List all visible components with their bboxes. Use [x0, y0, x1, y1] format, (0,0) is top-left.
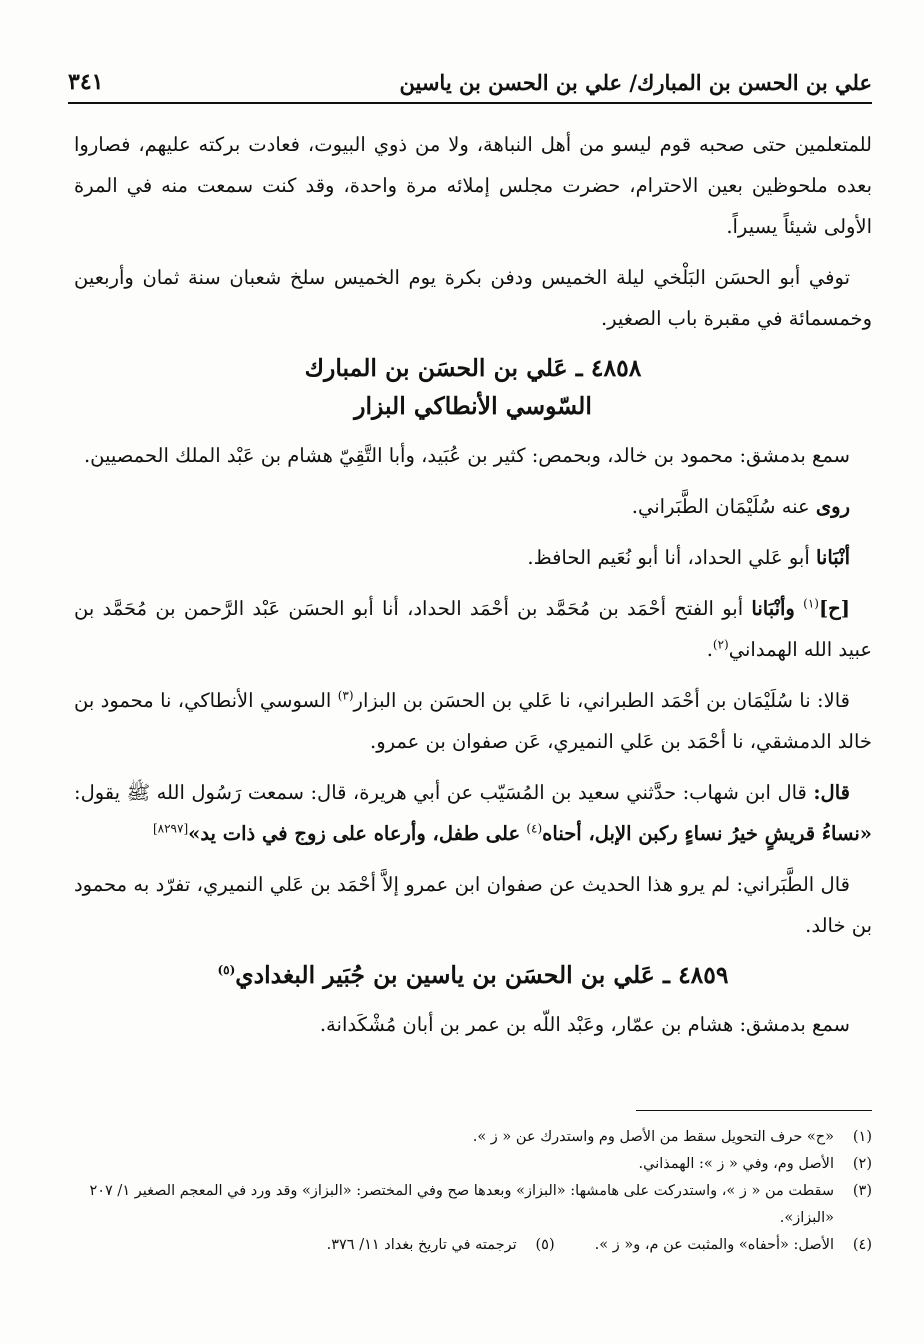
page-body: [74, 124, 872, 1055]
footnote-4: [595, 1232, 872, 1259]
footnote-text: الأصل: «أحفاه» والمثبت عن م، و« ز ».: [594, 1237, 834, 1253]
qal-label: قال:: [813, 781, 850, 804]
hadith-text-a: «نساءُ قريشٍ خيرُ نساءٍ ركبن الإبل، أحناه: [542, 822, 872, 845]
rawa-text: عنه سُلَيْمَان الطَّبَراني.: [631, 495, 810, 518]
ha-label: [ح]: [818, 597, 850, 620]
footnote-text: «ح» حرف التحويل سقط من الأصل وم واستدرك عن « ز ».: [472, 1129, 834, 1145]
page-number: ٣٤١: [68, 69, 104, 95]
entry-heading-4858-line1: ٤٨٥٨ ـ عَلي بن الحسَن بن المبارك: [304, 354, 642, 382]
paragraph-2: توفي أبو الحسَن البَلْخي ليلة الخميس ودفن بكرة يوم الخميس سلخ شعبان سنة ثمان وأربعين وخمسمائة في مقبرة باب الصغير.: [74, 266, 872, 330]
footnote-ref-5: (٥): [217, 963, 236, 978]
footnote-number: (٥): [535, 1237, 555, 1253]
footnote-ref-3: (٣): [337, 688, 354, 703]
paragraph-3: سمع بدمشق: محمود بن خالد، وبحمص: كثير بن عُبَيد، وأبا التَّقِيّ هشام بن عَبْد الملك الحمصيين.: [83, 444, 850, 467]
paragraph-qala: [74, 680, 872, 762]
paragraph-ha: [ح]$^{(١)}$ وأنْبَانا أبو الفتح أحْمَد بن مُحَمَّد بن أحْمَد الحداد، أنا أبو الحسَن عَبْد الرَّحمن بن مُحَمَّد بن عبيد الله الهمداني$^{(٢)}$.: [74, 596, 872, 661]
anbana-text: أبو عَلي الحداد، أنا أبو نُعَيم الحافظ.: [527, 546, 810, 569]
footnote-5: [327, 1232, 555, 1259]
footnote-separator: [636, 1110, 872, 1111]
qal-text-a: قال ابن شهاب: حدَّثني سعيد بن المُسَيّب عن أبي هريرة، قال: سمعت رَسُول الله ﷺ يقول:: [74, 781, 807, 804]
footnote-number: (٣): [852, 1183, 872, 1199]
footnote-number: (٢): [852, 1156, 872, 1172]
ha-text: أبو الفتح أحْمَد بن مُحَمَّد بن أحْمَد الحداد، أنا أبو الحسَن عَبْد الرَّحمن بن مُحَمَّد بن عبيد الله الهمداني: [74, 597, 872, 661]
footnote-3: [74, 1178, 872, 1232]
paragraph-tabarani: قال الطَّبَراني: لم يرو هذا الحديث عن صفوان ابن عمرو إلاَّ أحْمَد بن عَلي النميري، تفرّد به محمود بن خالد.: [74, 873, 872, 937]
footnote-text: الأصل وم، وفي « ز »: الهمذاني.: [638, 1156, 834, 1172]
hadith-text-b: على طفل، وأرعاه على زوج في ذات يد»: [188, 822, 521, 845]
anbana-label: أنْبَانا: [815, 546, 850, 569]
entry-heading-4859: [74, 956, 872, 994]
footnote-1: [74, 1124, 872, 1151]
paragraph-last: سمع بدمشق: هشام بن عمّار، وعَبْد اللّه بن عمر بن أبان مُشْكَدانة.: [319, 1013, 850, 1036]
paragraph-anbana: [74, 537, 872, 578]
footnote-text: سقطت من « ز »، واستدركت على هامشها: «البزاز» وبعدها صح وفي المختصر: «البزاز» وقد ورد في المعجم الصغير ١/ ٢٠٧ «البزاز».: [89, 1183, 834, 1226]
hadith-reference: [٨٢٩٧]: [152, 821, 189, 836]
rawa-label: روى: [815, 495, 850, 518]
footnote-ref-2: (٢): [712, 637, 729, 652]
footnote-number: (٤): [852, 1237, 872, 1253]
page-header: [68, 62, 872, 104]
entry-heading-4859-text: ٤٨٥٩ ـ عَلي بن الحسَن بن ياسين بن جُبَير البغدادي: [235, 961, 729, 989]
footnote-number: (١): [852, 1129, 872, 1145]
footnote-2: [74, 1151, 872, 1178]
paragraph-rawa: [74, 486, 872, 527]
running-title: علي بن الحسن بن المبارك/ علي بن الحسن بن ياسين: [399, 69, 872, 95]
paragraph-1: للمتعلمين حتى صحبه قوم ليسو من أهل النباهة، ولا من ذوي البيوت، فعادت بركته عليهم، فصاروا بعده ملحوظين بعين الاحترام، حضرت مجلس إملائه مرة واحدة، وقد كنت سمعت منه في المرة الأولى شيئاً يسيراً.: [74, 133, 872, 238]
paragraph-qal: [74, 772, 872, 854]
qala-text-b: السوسي الأنطاكي، نا محمود بن خالد الدمشقي، نا أحْمَد بن عَلي النميري، عَن صفوان بن عمرو.: [74, 689, 872, 753]
footnotes: [74, 1124, 872, 1259]
entry-heading-4858-line2: السّوسي الأنطاكي البزار: [354, 392, 592, 420]
footnote-ref-4: (٤): [526, 821, 543, 836]
footnote-ref-1: (١): [803, 596, 819, 611]
wa-anbana-label: وأنْبَانا: [751, 597, 795, 620]
footnote-text: ترجمته في تاريخ بغداد ١١/ ٣٧٦.: [326, 1237, 517, 1253]
entry-heading-4858: [74, 349, 872, 425]
qala-text-a: قالا: نا سُلَيْمَان بن أحْمَد الطبراني، نا عَلي بن الحسَن بن البزار: [353, 689, 850, 712]
footnote-row-4-5: [74, 1232, 872, 1259]
